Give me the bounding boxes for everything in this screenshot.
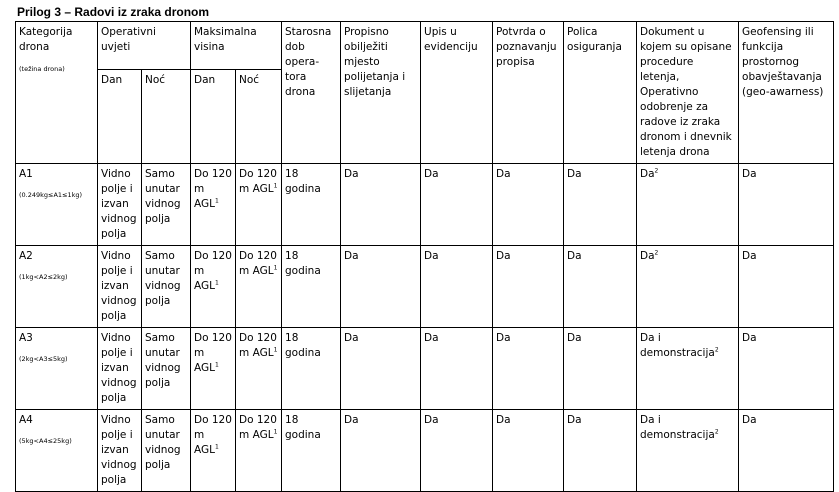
header-op-dan: Dan bbox=[98, 69, 142, 163]
cell-propisno: Da bbox=[341, 164, 421, 246]
cell-category: A1 (0.249kg≤A1≤1kg) bbox=[16, 164, 98, 246]
cell-propisno: Da bbox=[341, 246, 421, 328]
table-row bbox=[16, 328, 834, 410]
cell-upis: Da bbox=[421, 246, 493, 328]
header-kategorija: Kategorija drona (težina drona) bbox=[16, 22, 98, 164]
cell-category: A4 (5kg<A4≤25kg) bbox=[16, 410, 98, 492]
cell-age: 18 godina bbox=[282, 410, 341, 492]
cell-propisno: Da bbox=[341, 328, 421, 410]
cell-op-dan: Vidno polje i izvan vidnog polja bbox=[98, 410, 142, 492]
cell-op-noc: Samo unutar vidnog polja bbox=[142, 246, 191, 328]
header-starosna: Starosna dob opera-tora drona bbox=[282, 22, 341, 164]
cell-dokument: Da i demonstracija$^2$ bbox=[637, 328, 739, 410]
header-row-1 bbox=[16, 22, 834, 70]
cell-potvrda: Da bbox=[493, 164, 564, 246]
cell-op-dan: Vidno polje i izvan vidnog polja bbox=[98, 246, 142, 328]
cell-potvrda: Da bbox=[493, 410, 564, 492]
header-geofensing: Geofensing ili funkcija prostornog obavještavanja (geo-awarness) bbox=[739, 22, 834, 164]
cell-polica: Da bbox=[564, 328, 637, 410]
header-polica: Polica osiguranja bbox=[564, 22, 637, 164]
header-kategorija-sub: (težina drona) bbox=[19, 65, 65, 73]
table-row bbox=[16, 246, 834, 328]
cell-op-dan: Vidno polje i izvan vidnog polja bbox=[98, 328, 142, 410]
cell-vis-dan: Do 120 m AGL$^1$ bbox=[191, 410, 236, 492]
cell-vis-dan: Do 120 m AGL$^1$ bbox=[191, 246, 236, 328]
table-row bbox=[16, 410, 834, 492]
header-vis-dan: Dan bbox=[191, 69, 236, 163]
cell-geo: Da bbox=[739, 328, 834, 410]
cell-age: 18 godina bbox=[282, 246, 341, 328]
cell-potvrda: Da bbox=[493, 328, 564, 410]
cell-vis-noc: Do 120 m AGL$^1$ bbox=[236, 164, 282, 246]
cell-dokument: Da i demonstracija$^2$ bbox=[637, 410, 739, 492]
cell-age: 18 godina bbox=[282, 328, 341, 410]
cell-dokument: Da$^2$ bbox=[637, 164, 739, 246]
header-maksimalna: Maksimalna visina bbox=[191, 22, 282, 70]
cell-polica: Da bbox=[564, 246, 637, 328]
cell-vis-noc: Do 120 m AGL$^1$ bbox=[236, 410, 282, 492]
cell-dokument: Da$^2$ bbox=[637, 246, 739, 328]
cell-polica: Da bbox=[564, 164, 637, 246]
cell-category: A3 (2kg<A3≤5kg) bbox=[16, 328, 98, 410]
cell-vis-dan: Do 120 m AGL$^1$ bbox=[191, 328, 236, 410]
cell-potvrda: Da bbox=[493, 246, 564, 328]
cell-geo: Da bbox=[739, 410, 834, 492]
cell-op-noc: Samo unutar vidnog polja bbox=[142, 164, 191, 246]
header-propisno: Propisno obilježiti mjesto polijetanja i slijetanja bbox=[341, 22, 421, 164]
header-upis: Upis u evidenciju bbox=[421, 22, 493, 164]
header-operativni: Operativni uvjeti bbox=[98, 22, 191, 70]
header-dokument: Dokument u kojem su opisane procedure letenja, Operativno odobrenje za radove iz zraka dronom i dnevnik letenja drona bbox=[637, 22, 739, 164]
cell-op-noc: Samo unutar vidnog polja bbox=[142, 328, 191, 410]
header-vis-noc: Noć bbox=[236, 69, 282, 163]
cell-upis: Da bbox=[421, 164, 493, 246]
page-title: Prilog 3 – Radovi iz zraka dronom bbox=[17, 5, 210, 19]
cell-vis-noc: Do 120 m AGL$^1$ bbox=[236, 246, 282, 328]
cell-geo: Da bbox=[739, 164, 834, 246]
header-op-noc: Noć bbox=[142, 69, 191, 163]
drone-categories-table bbox=[15, 21, 834, 492]
cell-vis-noc: Do 120 m AGL$^1$ bbox=[236, 328, 282, 410]
cell-op-dan: Vidno polje i izvan vidnog polja bbox=[98, 164, 142, 246]
table-row bbox=[16, 164, 834, 246]
cell-upis: Da bbox=[421, 410, 493, 492]
cell-propisno: Da bbox=[341, 410, 421, 492]
cell-category: A2 (1kg<A2≤2kg) bbox=[16, 246, 98, 328]
cell-geo: Da bbox=[739, 246, 834, 328]
cell-upis: Da bbox=[421, 328, 493, 410]
cell-age: 18 godina bbox=[282, 164, 341, 246]
cell-polica: Da bbox=[564, 410, 637, 492]
header-potvrda: Potvrda o poznavanju propisa bbox=[493, 22, 564, 164]
cell-vis-dan: Do 120 m AGL$^1$ bbox=[191, 164, 236, 246]
cell-op-noc: Samo unutar vidnog polja bbox=[142, 410, 191, 492]
